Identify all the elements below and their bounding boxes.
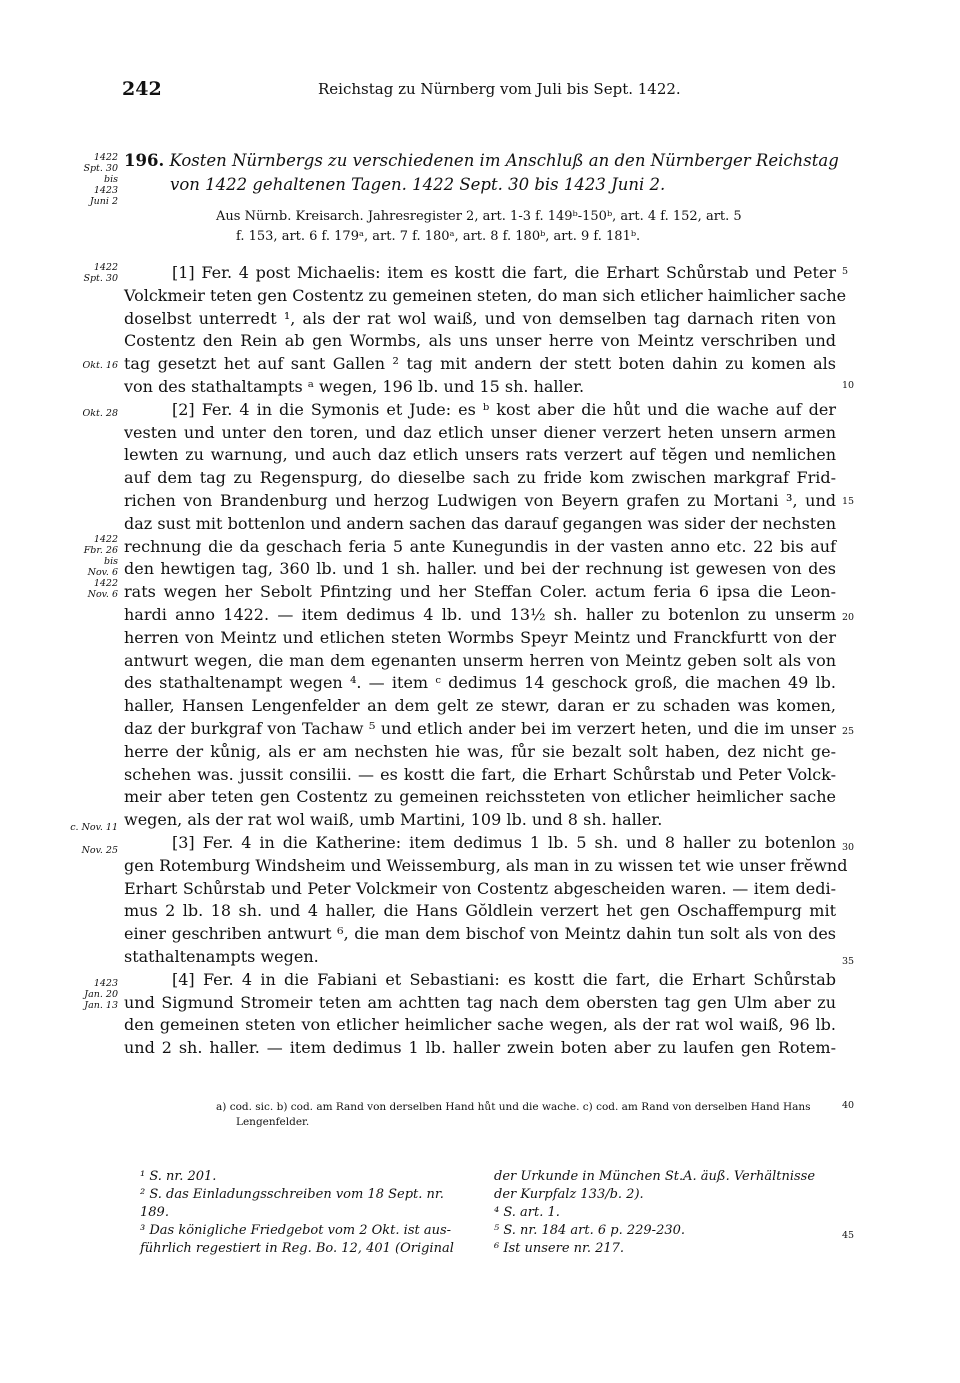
source-line-1: Aus Nürnb. Kreisarch. Jahresregister 2, art. 1-3 f. 149ᵇ-150ᵇ, art. 4 f. 152, art. 5 xyxy=(216,209,742,224)
line-number: 20 xyxy=(842,612,855,623)
body-line: daz der burkgraf von Tachaw ⁵ und etlich ander bei im verzert heten, und die im unser xyxy=(124,719,836,738)
body-line: richen von Brandenburg und herzog Ludwigen von Beyern grafen zu Mortani ³, und xyxy=(124,491,836,510)
side-note-7: 1423 Jan. 20 Jan. 13 xyxy=(84,978,118,1011)
side-note-6: Nov. 25 xyxy=(81,845,118,856)
body-line: stathaltenampts wegen. xyxy=(124,947,319,966)
document-title xyxy=(124,150,839,172)
body-line: [2] Fer. 4 in die Symonis et Jude: es ᵇ kost aber die hůt und die wache auf der xyxy=(172,399,836,419)
body-line: den gemeinen steten von etlicher heimlicher sache wegen, als der rat wol waiß, 96 lb. xyxy=(124,1015,836,1035)
side-note-5: c. Nov. 11 xyxy=(70,822,118,833)
side-note-3: Okt. 28 xyxy=(82,408,118,419)
side-note-2: Okt. 16 xyxy=(82,360,118,371)
body-line: mus 2 lb. 18 sh. und 4 haller, die Hans Gŏldlein verzert het gen Oschaffempurg mit xyxy=(124,901,836,921)
body-line: Costentz den Rein ab gen Wormbs, als uns unser herre von Meintz verschriben und xyxy=(124,331,836,351)
side-note-1: 1422 Spt. 30 xyxy=(83,262,118,284)
footnotes-right xyxy=(494,1168,815,1258)
side-note-heading: 1422 Spt. 30 bis 1423 Juni 2 xyxy=(83,152,118,207)
footnotes-left xyxy=(140,1168,454,1258)
body-line: wegen, als der rat wol waiß, umb Martini, 109 lb. und 8 sh. haller. xyxy=(124,810,663,830)
body-line: Volckmeir teten gen Costentz zu gemeinen steten, do man sich etlicher haimlicher sache xyxy=(124,285,847,305)
footnote: ⁵ S. nr. 184 art. 6 p. 229-230. xyxy=(494,1223,686,1238)
body-line: schehen was. jussit consilii. — es kostt die fart, die Erhart Schůrstab und Peter Volck- xyxy=(124,764,836,784)
body-line: hardi anno 1422. — item dedimus 4 lb. und 13½ sh. haller zu botenlon zu unserm xyxy=(124,605,836,624)
document-number: 196. xyxy=(124,151,165,170)
footnote: ³ Das königliche Friedgebot vom 2 Okt. ist aus- xyxy=(140,1223,452,1238)
body-line: tag gesetzt het auf sant Gallen ² tag mit andern der stett boten dahin zu komen als xyxy=(124,354,836,374)
body-line: herren von Meintz und etlichen steten Wormbs Speyr Meintz und Franckfurtt von der xyxy=(124,627,836,647)
line-number: 5 xyxy=(842,266,849,277)
body-line: [1] Fer. 4 post Michaelis: item es kostt die fart, die Erhart Schůrstab und Peter xyxy=(172,263,836,282)
body-line: lewten zu warnung, und auch daz etlich unsers rats verzert auf tĕgen und nemlichen xyxy=(124,445,836,465)
body-line: und 2 sh. haller. — item dedimus 1 lb. haller zwein boten aber zu laufen gen Rotem- xyxy=(124,1038,836,1058)
footnote: ⁴ S. art. 1. xyxy=(494,1205,560,1220)
body-line: gen Rotemburg Windsheim und Weissemburg, als man in zu wissen tet wie unser frĕwnd xyxy=(124,855,848,875)
line-number: 40 xyxy=(842,1100,855,1111)
source-line-2: f. 153, art. 6 f. 179ᵃ, art. 7 f. 180ᵃ, art. 8 f. 180ᵇ, art. 9 f. 181ᵇ. xyxy=(236,229,641,244)
page-number: 242 xyxy=(122,78,162,100)
body-line: antwurt wegen, die man dem egenanten unserm herren von Meintz geben solt als von xyxy=(124,650,836,670)
body-line: einer geschriben antwurt ⁶, die man dem bischof von Meintz dahin tun solt als von des xyxy=(124,924,836,944)
footnote: ⁶ Ist unsere nr. 217. xyxy=(494,1241,625,1256)
line-number: 30 xyxy=(842,842,855,853)
body-line: von des stathaltampts ᵃ wegen, 196 lb. und 15 sh. haller. xyxy=(124,377,585,396)
line-number: 25 xyxy=(842,726,855,737)
body-line: [3] Fer. 4 in die Katherine: item dedimus 1 lb. 5 sh. und 8 haller zu botenlon xyxy=(172,833,836,852)
body-line: vesten und unter den toren, und daz etlich unser diener verzert heten unsern armen xyxy=(124,422,836,442)
running-title: Reichstag zu Nürnberg vom Juli bis Sept. 1422. xyxy=(318,80,681,98)
body-line: herre der kůnig, als er am nechsten hie was, fůr sie bezalt solt haben, dez nicht ge- xyxy=(124,741,836,761)
body-line: rats wegen her Sebolt Pfintzing und her Steffan Coler. actum feria 6 ipsa die Leon- xyxy=(124,582,836,602)
line-number: 10 xyxy=(842,380,855,391)
apparatus-line-1: a) cod. sic. b) cod. am Rand von derselben Hand hůt und die wache. c) cod. am Rand von derselben Hand Hans xyxy=(216,1101,811,1113)
line-number: 45 xyxy=(842,1230,855,1241)
body-line: [4] Fer. 4 in die Fabiani et Sebastiani: es kostt die fart, die Erhart Schůrstab xyxy=(172,969,836,989)
apparatus-line-2: Lengenfelder. xyxy=(236,1116,310,1128)
body-line: auf dem tag zu Regenspurg, do dieselbe sach zu fride kom zwischen markgraf Frid- xyxy=(124,468,836,488)
body-line: haller, Hansen Lengenfelder an dem gelt ze stewr, daran er zu schaden was komen, xyxy=(124,696,836,716)
body-line: und Sigmund Stromeir teten am achtten tag nach dem obersten tag gen Ulm aber zu xyxy=(124,992,836,1012)
footnote: ² S. das Einladungsschreiben vom 18 Sept. nr. xyxy=(140,1187,444,1202)
line-number: 15 xyxy=(842,496,855,507)
body-line: doselbst unterredt ¹, als der rat wol waiß, und von demselben tag darnach riten von xyxy=(124,308,836,328)
footnote: führlich regestiert in Reg. Bo. 12, 401 (Original xyxy=(140,1241,454,1256)
body-line: rechnung die da geschach feria 5 ante Kunegundis in der vasten anno etc. 22 bis auf xyxy=(124,536,836,556)
title-line-1: Kosten Nürnbergs zu verschiedenen im Anschluß an den Nürnberger Reichstag xyxy=(169,151,839,170)
footnote: 189. xyxy=(140,1205,169,1220)
body-line: meir aber teten gen Costentz zu gemeinen reichssteten von etlicher heimlicher sache xyxy=(124,787,836,807)
line-number: 35 xyxy=(842,956,855,967)
footnote: ¹ S. nr. 201. xyxy=(140,1169,217,1184)
title-line-2: von 1422 gehaltenen Tagen. 1422 Sept. 30 bis 1423 Juni 2. xyxy=(170,175,666,194)
side-note-4: 1422 Fbr. 26 bis Nov. 6 1422 Nov. 6 xyxy=(83,534,118,600)
footnote: der Urkunde in München St.A. äuß. Verhältnisse xyxy=(494,1169,816,1184)
body-line: Erhart Schůrstab und Peter Volckmeir von Costentz abgescheiden waren. — item dedi- xyxy=(124,878,836,898)
body-line: des stathaltenampt wegen ⁴. — item ᶜ dedimus 14 geschock groß, die machen 49 lb. xyxy=(124,673,836,693)
body-line: den hewtigen tag, 360 lb. und 1 sh. haller. und bei der rechnung ist gewesen von des xyxy=(124,559,836,579)
body-line: daz sust mit bottenlon und andern sachen das darauf gegangen was sider der nechsten xyxy=(124,513,836,533)
footnote: der Kurpfalz 133/b. 2). xyxy=(494,1187,644,1202)
